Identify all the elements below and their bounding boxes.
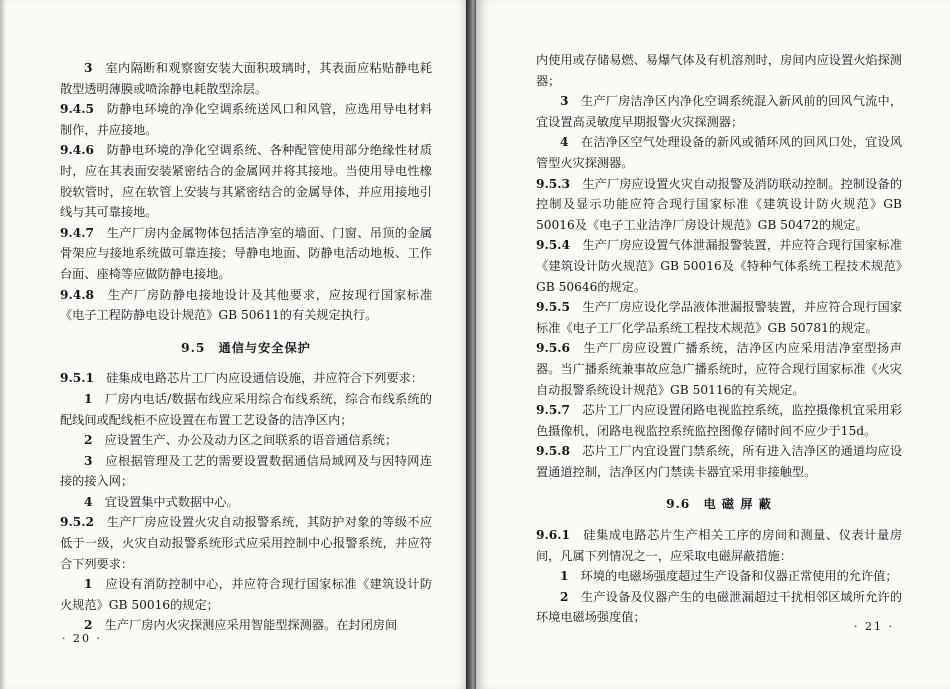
item-text: 生产设备及仪器产生的电磁泄漏超过干扰相邻区域所允许的环境电磁场强度值； (536, 589, 903, 625)
item-text: 环境的电磁场强度超过生产设备和仪器正常使用的允许值； (580, 569, 898, 584)
list-item (60, 58, 432, 99)
item-number: 1 (84, 391, 93, 406)
clause-number: 9.6.1 (536, 528, 570, 543)
right-page-text (536, 50, 902, 628)
clause (60, 99, 432, 140)
clause-text: 生产厂房应设置火灾自动报警系统，其防护对象的等级不应低于一级，火灾自动报警系统形式应采用控制中心报警系统，并应符合下列要求： (60, 515, 433, 571)
clause (60, 140, 432, 222)
item-text: 应设置生产、办公及动力区之间联系的语音通信系统； (104, 433, 398, 448)
clause-number: 9.4.6 (60, 143, 94, 158)
item-text: 生产厂房洁净区内净化空调系统混入新风前的回风气流中，宜设置高灵敏度早期报警火灾探测器； (536, 94, 903, 129)
clause-text: 防静电环境的净化空调系统、各种配管使用部分绝缘性材质时，应在其表面安装紧密结合的金属网并将其接地。当使用导电性橡胶软管时，应在软管上安装与其紧密结合的金属导体，并应用接地引线与其可靠接地。 (60, 143, 433, 220)
section-title: 9.6 电 磁 屏 蔽 (666, 497, 772, 512)
item-text: 在洁净区空气处理设备的新风或循环风的回风口处，宜设风管型火灾探测器。 (536, 135, 903, 170)
clause (536, 297, 902, 338)
clause (60, 512, 432, 574)
list-item (536, 91, 902, 132)
clause (536, 400, 902, 441)
clause-number: 9.5.5 (536, 300, 570, 315)
clause-number: 9.5.3 (536, 176, 570, 191)
clause-number: 9.5.7 (536, 403, 570, 418)
clause-number: 9.5.4 (536, 238, 570, 253)
clause-number: 9.4.7 (60, 225, 94, 240)
list-item (60, 430, 432, 451)
clause-text: 生产厂房应设置广播系统，洁净区内应采用洁净室型扬声器。当广播系统兼事故应急广播系统时，应符合现行国家标准《火灾自动报警系统设计规范》GB 50116的有关规定。 (536, 341, 903, 397)
clause-text: 防静电环境的净化空调系统送风口和风管，应选用导电材料制作，并应接地。 (60, 102, 433, 137)
left-page-text (60, 58, 432, 636)
clause-text: 生产厂房应设置火灾自动报警及消防联动控制。控制设备的控制及显示功能应符合现行国家标准《建筑设计防火规范》GB 50016及《电子工业洁净厂房设计规范》GB 50472的规定。 (536, 176, 903, 232)
clause-text: 芯片工厂内宜设置门禁系统，所有进入洁净区的通道均应设置通道控制，洁净区内门禁读卡器宜采用非接触型。 (536, 444, 903, 479)
item-number: 4 (84, 494, 93, 509)
item-number: 3 (560, 94, 569, 109)
item-number: 3 (84, 61, 93, 75)
page-number: · 21 · (854, 620, 894, 633)
clause (60, 285, 432, 326)
item-text: 应根据管理及工艺的需要设置数据通信局域网及与因特网连接的接入网； (60, 453, 433, 489)
list-item (60, 451, 432, 492)
clause-number: 9.5.1 (60, 371, 94, 386)
item-text: 室内隔断和观察窗安装大面积玻璃时，其表面应粘贴静电耗散型透明薄膜或喷涂静电耗散型涂层。 (60, 61, 433, 96)
clause (60, 223, 432, 285)
item-number: 1 (560, 569, 569, 584)
clause-number: 9.5.6 (536, 341, 570, 356)
item-number: 4 (560, 135, 569, 150)
list-item (536, 132, 902, 173)
page-edge-shadow (0, 0, 6, 689)
clause-text: 生产厂房应设置气体泄漏报警装置，并应符合现行国家标准《建筑设计防火规范》GB 50016及《特种气体系统工程技术规范》GB 50646的规定。 (536, 238, 903, 294)
clause (536, 235, 902, 297)
list-item (60, 492, 432, 513)
item-number: 2 (84, 433, 93, 448)
right-page (476, 0, 950, 689)
clause-number: 9.5.8 (536, 444, 570, 459)
clause-text: 生产厂房应设化学品液体泄漏报警装置，并应符合现行国家标准《电子工厂化学品系统工程技术规范》GB 50781的规定。 (536, 300, 903, 335)
clause-number: 9.4.5 (60, 102, 94, 117)
list-item (60, 574, 432, 615)
item-number: 1 (84, 577, 93, 592)
item-text: 生产厂房内火灾探测应采用智能型探测器。在封闭房间 (104, 618, 398, 633)
list-item (536, 566, 902, 587)
list-item (60, 389, 432, 430)
clause-text: 生产厂房防静电接地设计及其他要求，应按现行国家标准《电子工程防静电设计规范》GB 50611的有关规定执行。 (60, 287, 433, 323)
list-item (60, 615, 432, 636)
item-number: 3 (84, 453, 93, 468)
clause (536, 174, 902, 236)
item-text: 内使用或存储易燃、易爆气体及有机溶剂时，房间内应设置火焰探测器； (536, 53, 902, 88)
item-text: 宜设置集中式数据中心。 (104, 494, 239, 509)
clause (536, 338, 902, 400)
clause (60, 368, 432, 389)
continued-text (536, 50, 902, 91)
clause-text: 硅集成电路芯片生产相关工序的房间和测量、仪表计量房间，凡属下列情况之一，应采取电磁屏蔽措施： (536, 528, 903, 563)
clause-number: 9.5.2 (60, 515, 94, 530)
section-title: 9.5 通信与安全保护 (181, 340, 311, 355)
list-item (536, 587, 902, 628)
clause-text: 芯片工厂内应设置闭路电视监控系统，监控摄像机宜采用彩色摄像机，闭路电视监控系统监控图像存储时间不应少于15d。 (536, 403, 903, 438)
item-text: 应设有消防控制中心，并应符合现行国家标准《建筑设计防火规范》GB 50016的规定； (60, 577, 433, 612)
clause (536, 441, 902, 482)
item-number: 2 (84, 618, 93, 633)
item-number: 2 (560, 589, 569, 604)
left-page (0, 0, 470, 689)
item-text: 厂房内电话/数据布线应采用综合布线系统，综合布线系统的配线间或配线柜不应设置在布置工艺设备的洁净区内； (60, 391, 432, 427)
page-number: · 20 · (62, 632, 102, 645)
clause-text: 生产厂房内金属物体包括洁净室的墙面、门窗、吊顶的金属骨架应与接地系统做可靠连接；导静电地面、防静电活动地板、工作台面、座椅等应做防静电接地。 (60, 225, 433, 281)
clause-number: 9.4.8 (60, 287, 94, 302)
clause-text: 硅集成电路芯片工厂内应设通信设施，并应符合下列要求： (106, 371, 423, 386)
clause (536, 525, 902, 566)
